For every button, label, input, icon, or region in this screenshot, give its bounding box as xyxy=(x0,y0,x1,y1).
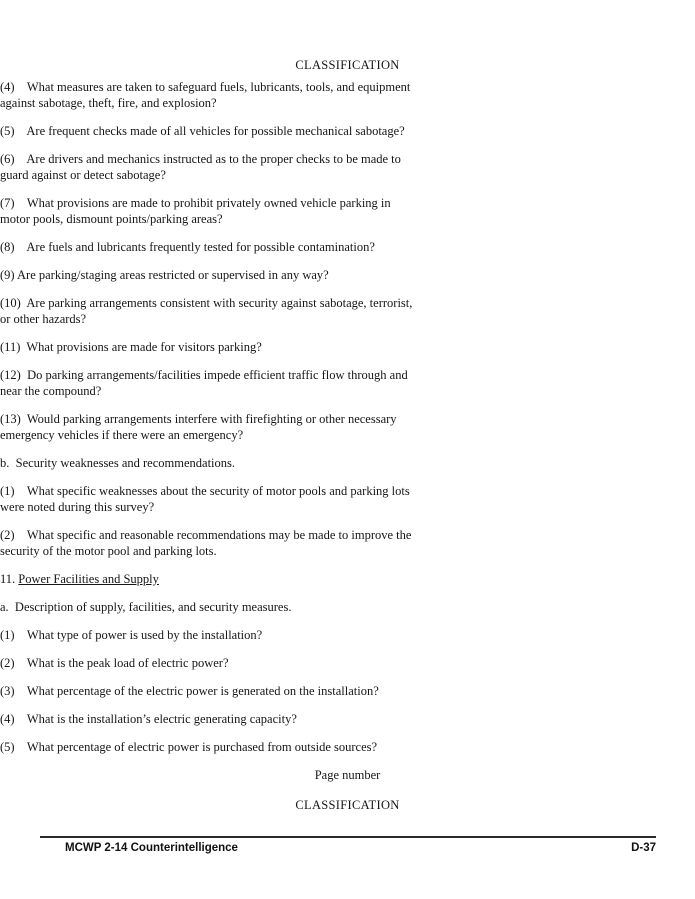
question-item: (6) Are drivers and mechanics instructed as to the proper checks to be made to guard against or detect sabotage? xyxy=(0,152,405,182)
subsection-heading-a: a. Description of supply, facilities, and security measures. xyxy=(0,600,292,614)
question-item: (5) What percentage of electric power is purchased from outside sources? xyxy=(0,740,378,754)
question-item: (11) What provisions are made for visitors parking? xyxy=(0,340,262,354)
section-heading-11 xyxy=(0,571,460,587)
question-item: (3) What percentage of the electric power is generated on the installation? xyxy=(0,684,379,698)
question-item: (2) What is the peak load of electric power? xyxy=(0,656,229,670)
classification-footer: CLASSIFICATION xyxy=(295,798,400,812)
question-item: (1) What specific weaknesses about the security of motor pools and parking lots were noted during this survey? xyxy=(0,484,413,514)
question-item: (5) Are frequent checks made of all vehicles for possible mechanical sabotage? xyxy=(0,124,405,138)
classification-header: CLASSIFICATION xyxy=(295,58,400,72)
footer xyxy=(40,840,656,856)
page-number-label: Page number xyxy=(314,768,381,782)
question-item: (1) What type of power is used by the installation? xyxy=(0,628,263,642)
section-title: Power Facilities and Supply xyxy=(18,572,159,586)
question-item: (9) Are parking/staging areas restricted or supervised in any way? xyxy=(0,268,329,282)
question-item: (13) Would parking arrangements interfere with firefighting or other necessary emergency vehicles if there were an emergency? xyxy=(0,412,400,442)
footer-divider xyxy=(40,836,656,838)
question-item: (10) Are parking arrangements consistent with security against sabotage, terrorist, or other hazards? xyxy=(0,296,416,326)
question-item: (2) What specific and reasonable recommendations may be made to improve the security of the motor pool and parking lots. xyxy=(0,528,415,558)
question-item: (4) What is the installation’s electric generating capacity? xyxy=(0,712,297,726)
document-body xyxy=(0,79,695,813)
question-item: (7) What provisions are made to prohibit privately owned vehicle parking in motor pools, dismount points/parking areas? xyxy=(0,196,394,226)
footer-page-id: D-37 xyxy=(631,842,656,854)
question-item: (12) Do parking arrangements/facilities impede efficient traffic flow through and near the compound? xyxy=(0,368,411,398)
subsection-heading-b: b. Security weaknesses and recommendations. xyxy=(0,456,236,470)
footer-document-title: MCWP 2-14 Counterintelligence xyxy=(65,842,238,854)
section-number: 11. xyxy=(0,572,19,586)
question-item: (8) Are fuels and lubricants frequently tested for possible contamination? xyxy=(0,240,375,254)
question-item: (4) What measures are taken to safeguard fuels, lubricants, tools, and equipment against sabotage, theft, fire, and explosion? xyxy=(0,80,414,110)
